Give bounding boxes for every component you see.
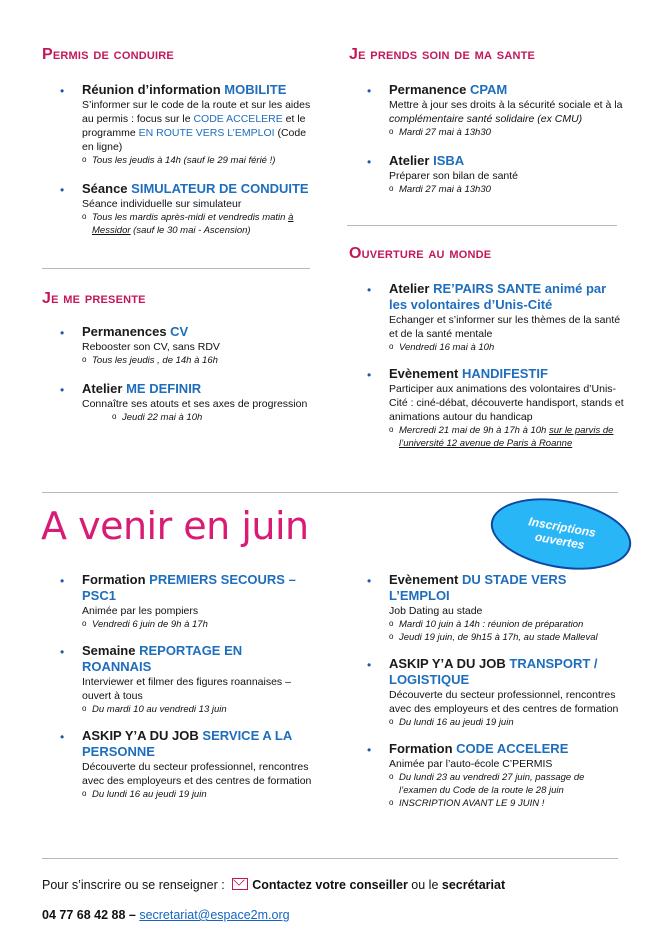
item-note: o INSCRIPTION AVANT LE 9 JUIN ! bbox=[389, 797, 624, 810]
item-description: S’informer sur le code de la route et sur les aides au permis : focus sur le CODE ACCELERE et le programme EN ROUTE VERS L’EMPLOI (Code en ligne) bbox=[82, 99, 311, 153]
divider bbox=[42, 492, 618, 493]
item-description: Animée par les pompiers bbox=[82, 605, 199, 617]
item-highlight: DU STADE VERS L’EMPLOI bbox=[389, 572, 567, 603]
juin-left-column bbox=[42, 572, 312, 801]
inscriptions-badge: Inscriptions ouvertes bbox=[485, 488, 637, 580]
section-presente bbox=[42, 290, 312, 424]
item-description: Mettre à jour ses droits à la sécurité sociale et à la complémentaire santé solidaire (ex CMU) bbox=[389, 99, 623, 125]
item-date: o Jeudi 22 mai à 10h bbox=[112, 411, 312, 424]
list-item bbox=[60, 324, 312, 367]
section-permis bbox=[42, 46, 312, 237]
bullet-icon: • bbox=[367, 283, 372, 297]
item-heading: Atelier bbox=[389, 281, 434, 296]
item-heading: Réunion d’information bbox=[82, 82, 225, 97]
item-heading: Permanences bbox=[82, 324, 171, 339]
item-highlight: RE’PAIRS SANTE animé par les volontaires d’Unis-Cité bbox=[389, 281, 607, 312]
juin-title: A venir en juin bbox=[41, 504, 309, 548]
list-item bbox=[60, 643, 312, 716]
contact-conseiller: Contactez votre conseiller bbox=[252, 878, 408, 892]
list-item bbox=[367, 741, 624, 810]
item-highlight: PREMIERS SECOURS – PSC1 bbox=[82, 572, 296, 603]
bullet-icon: • bbox=[367, 743, 372, 757]
item-highlight: CODE ACCELERE bbox=[456, 741, 569, 756]
item-date: o Mercredi 21 mai de 9h à 17h à 10h sur le parvis de l’université 12 avenue de Paris à Roanne bbox=[389, 424, 624, 450]
item-date: o Vendredi 6 juin de 9h à 17h bbox=[82, 618, 312, 631]
item-date: o Vendredi 16 mai à 10h bbox=[389, 341, 624, 354]
item-date: o Tous les jeudis à 14h (sauf le 29 mai férié !) bbox=[82, 154, 312, 167]
bullet-icon: • bbox=[60, 574, 65, 588]
bullet-icon: • bbox=[367, 84, 372, 98]
bullet-icon: • bbox=[60, 383, 65, 397]
item-heading: Formation bbox=[389, 741, 457, 756]
juin-right-column bbox=[349, 572, 624, 810]
email-link[interactable]: secretariat@espace2m.org bbox=[139, 908, 290, 922]
bullet-icon: • bbox=[367, 658, 372, 672]
item-highlight: REPORTAGE EN ROANNAIS bbox=[82, 643, 243, 674]
item-heading: Atelier bbox=[389, 153, 434, 168]
item-heading: ASKIP Y’A DU JOB bbox=[389, 656, 510, 671]
divider bbox=[42, 268, 310, 269]
list-item bbox=[60, 381, 312, 424]
item-description: Echanger et s’informer sur les thèmes de la santé et de la santé mentale bbox=[389, 314, 621, 340]
list-item bbox=[367, 82, 624, 139]
list-item bbox=[60, 181, 312, 237]
item-description: Préparer son bilan de santé bbox=[389, 170, 518, 182]
item-date: o Du lundi 16 au jeudi 19 juin bbox=[389, 716, 624, 729]
item-date: o Tous les mardis après-midi et vendredis matin à Messidor (sauf le 30 mai - Ascension) bbox=[82, 211, 312, 237]
bullet-icon: • bbox=[367, 574, 372, 588]
item-date: o Mardi 27 mai à 13h30 bbox=[389, 126, 624, 139]
item-description: Découverte du secteur professionnel, rencontres avec des employeurs et des centres de formation bbox=[389, 689, 619, 715]
item-heading: Atelier bbox=[82, 381, 127, 396]
list-item bbox=[367, 572, 624, 644]
item-description: Participer aux animations des volontaires d’Unis-Cité : ciné-débat, découverte handisport, stands et animations autour du handicap bbox=[389, 383, 624, 423]
item-date: o Du lundi 23 au vendredi 27 juin, passage de l’examen du Code de la route le 28 juin bbox=[389, 771, 624, 797]
item-highlight: HANDIFESTIF bbox=[461, 366, 548, 381]
item-heading: Semaine bbox=[82, 643, 140, 658]
item-highlight: MOBILITE bbox=[224, 82, 287, 97]
item-highlight: CV bbox=[170, 324, 189, 339]
section-title: Permis de conduire bbox=[42, 46, 174, 63]
list-item bbox=[367, 366, 624, 450]
bullet-icon: • bbox=[60, 183, 65, 197]
item-date: o Du mardi 10 au vendredi 13 juin bbox=[82, 703, 312, 716]
divider bbox=[347, 225, 617, 226]
item-heading: Evènement bbox=[389, 366, 462, 381]
footer-contact-line: Pour s’inscrire ou se renseigner : Contactez votre conseiller ou le secrétariat bbox=[42, 878, 506, 892]
item-date: o Mardi 27 mai à 13h30 bbox=[389, 183, 624, 196]
section-monde bbox=[349, 245, 624, 450]
item-description: Animée par l’auto-école C’PERMIS bbox=[389, 758, 553, 770]
bullet-icon: • bbox=[60, 84, 65, 98]
item-highlight: TRANSPORT / LOGISTIQUE bbox=[389, 656, 598, 687]
item-heading: Evènement bbox=[389, 572, 462, 587]
bullet-icon: • bbox=[367, 368, 372, 382]
bullet-icon: • bbox=[367, 155, 372, 169]
list-item bbox=[60, 82, 312, 167]
item-date: o Mardi 10 juin à 14h : réunion de préparation bbox=[389, 618, 624, 631]
item-highlight: ME DEFINIR bbox=[126, 381, 202, 396]
phone-number: 04 77 68 42 88 – bbox=[42, 908, 140, 922]
bullet-icon: • bbox=[60, 645, 65, 659]
section-sante bbox=[349, 46, 624, 196]
item-description: Découverte du secteur professionnel, rencontres avec des employeurs et des centres de formation bbox=[82, 761, 312, 787]
item-date: o Du lundi 16 au jeudi 19 juin bbox=[82, 788, 312, 801]
item-date: o Jeudi 19 juin, de 9h15 à 17h, au stade Malleval bbox=[389, 631, 624, 644]
item-description: Séance individuelle sur simulateur bbox=[82, 198, 242, 210]
item-description: Connaître ses atouts et ses axes de progression bbox=[82, 398, 308, 410]
item-description: Rebooster son CV, sans RDV bbox=[82, 341, 220, 353]
item-heading: Formation bbox=[82, 572, 150, 587]
footer-phone-line bbox=[42, 908, 290, 922]
bullet-icon: • bbox=[60, 730, 65, 744]
contact-secretariat: secrétariat bbox=[441, 878, 506, 892]
item-heading: ASKIP Y’A DU JOB bbox=[82, 728, 203, 743]
divider bbox=[42, 858, 618, 859]
list-item bbox=[367, 281, 624, 354]
list-item bbox=[60, 572, 312, 631]
item-heading: Séance bbox=[82, 181, 132, 196]
item-description: Interviewer et filmer des figures roannaises – ouvert à tous bbox=[82, 676, 291, 702]
item-highlight: SERVICE A LA PERSONNE bbox=[82, 728, 292, 759]
mail-icon bbox=[232, 878, 248, 890]
list-item bbox=[60, 728, 312, 801]
list-item bbox=[367, 656, 624, 729]
item-highlight: SIMULATEUR DE CONDUITE bbox=[131, 181, 309, 196]
item-date: o Tous les jeudis , de 14h à 16h bbox=[82, 354, 312, 367]
item-heading: Permanence bbox=[389, 82, 470, 97]
bullet-icon: • bbox=[60, 326, 65, 340]
section-title: Je prends soin de ma sante bbox=[349, 46, 536, 63]
item-description: Job Dating au stade bbox=[389, 605, 483, 617]
item-highlight: CPAM bbox=[469, 82, 508, 97]
section-title: Je me presente bbox=[42, 290, 146, 307]
item-highlight: ISBA bbox=[433, 153, 465, 168]
list-item bbox=[367, 153, 624, 196]
section-title: Ouverture au monde bbox=[349, 245, 492, 262]
